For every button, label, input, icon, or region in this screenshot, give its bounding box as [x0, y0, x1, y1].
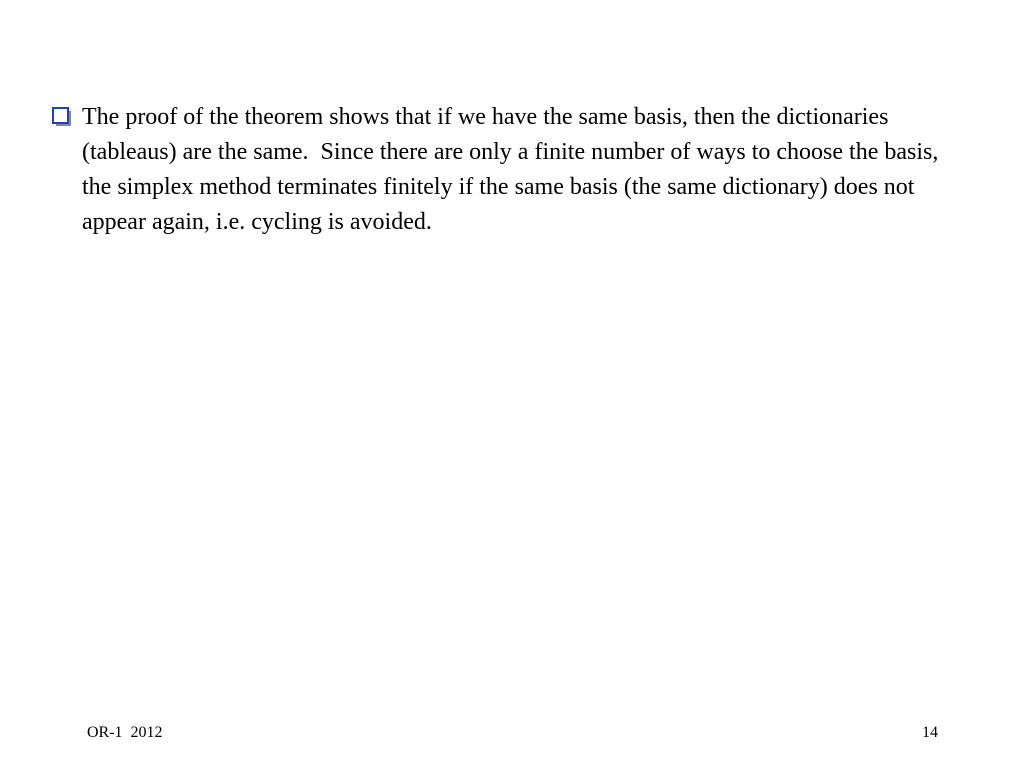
checkbox-square-icon — [50, 105, 74, 129]
page-number: 14 — [922, 724, 938, 741]
bullet-item — [50, 100, 950, 240]
bullet-paragraph: The proof of the theorem shows that if we have the same basis, then the dictionaries (tableaus) are the same. Since there are only a finite number of ways to choose the basis, the simplex method terminates finitely if the same basis (the same dictionary) does not appear again, i.e. cycling is avoided. — [82, 104, 945, 235]
footer-course-label: OR-1 2012 — [87, 724, 163, 741]
